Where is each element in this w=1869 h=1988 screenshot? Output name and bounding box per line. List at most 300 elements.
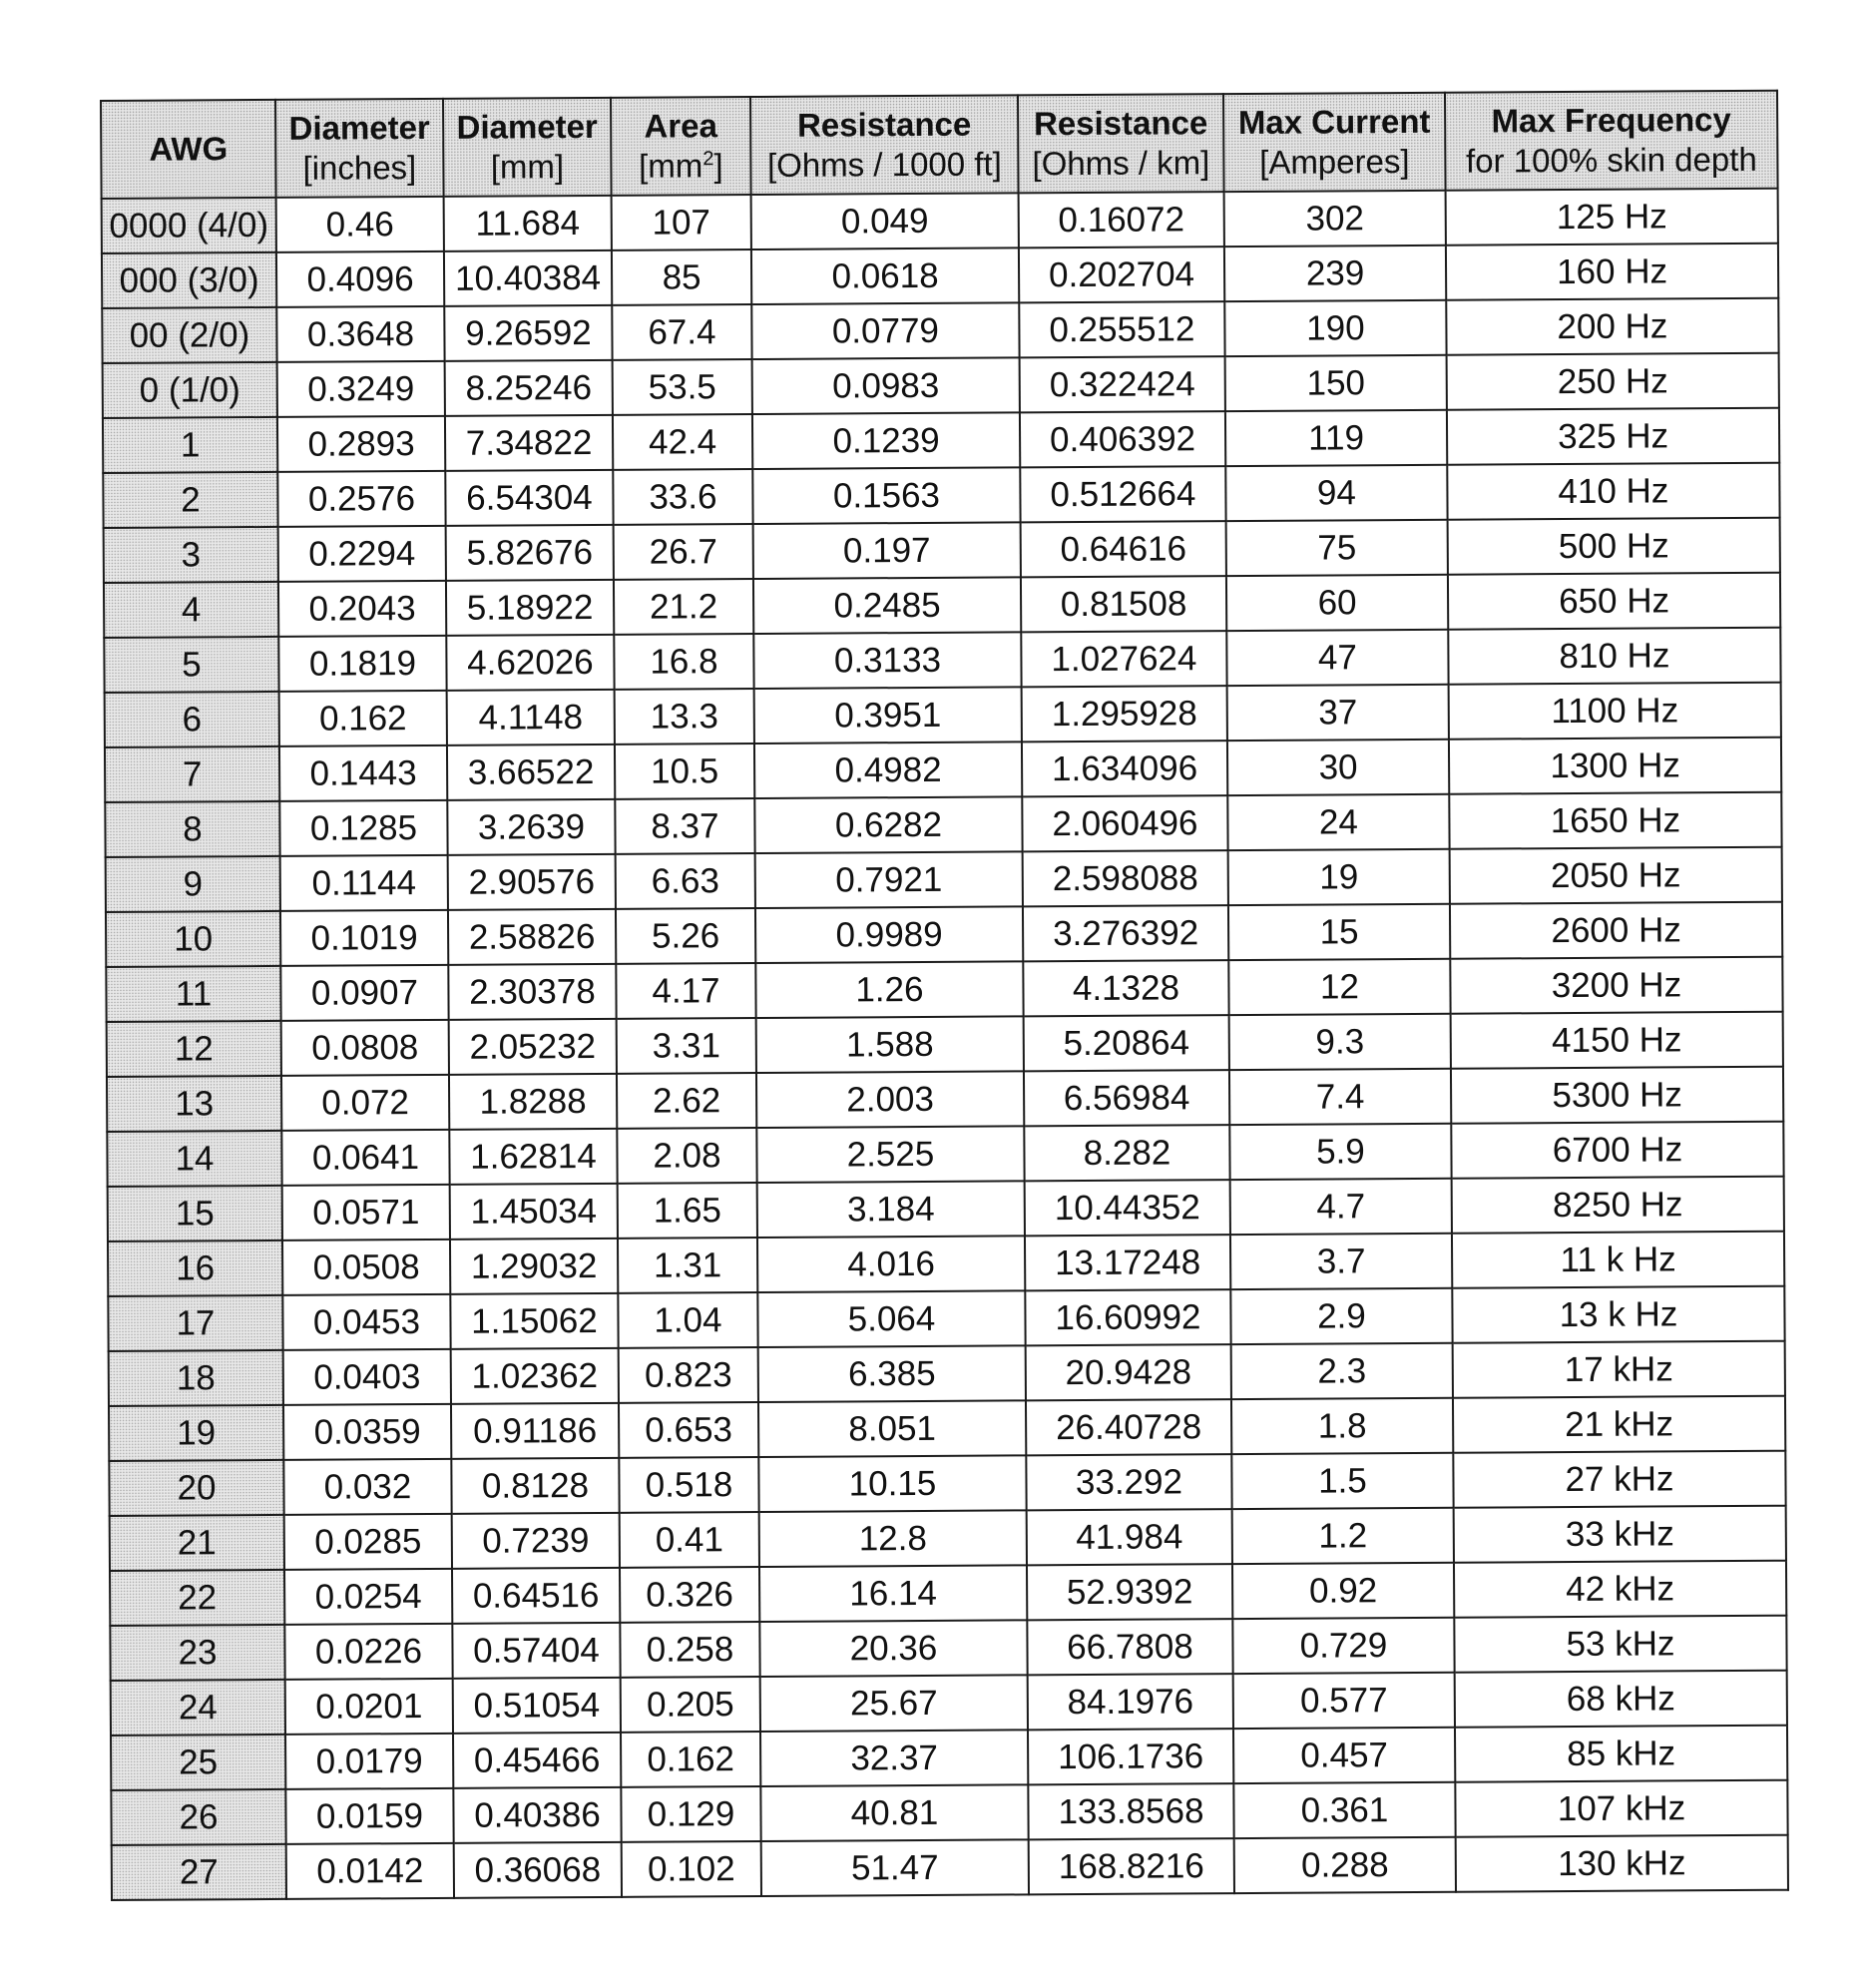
cell-max-current: 239 bbox=[1224, 246, 1446, 301]
cell-area: 0.518 bbox=[619, 1457, 758, 1513]
cell-diameter-inches: 0.2576 bbox=[277, 471, 445, 527]
cell-resistance-ft: 32.37 bbox=[760, 1730, 1028, 1786]
awg-wire-table bbox=[100, 90, 1789, 1901]
cell-resistance-km: 0.202704 bbox=[1019, 247, 1224, 302]
cell-awg: 19 bbox=[109, 1405, 283, 1461]
cell-resistance-km: 13.17248 bbox=[1025, 1235, 1230, 1290]
cell-max-frequency: 17 kHz bbox=[1453, 1341, 1785, 1398]
header-area-unit-sup: 2 bbox=[702, 148, 714, 171]
cell-diameter-inches: 0.1019 bbox=[280, 910, 448, 966]
cell-resistance-ft: 20.36 bbox=[759, 1620, 1027, 1677]
header-row bbox=[101, 91, 1778, 199]
cell-max-frequency: 2600 Hz bbox=[1450, 902, 1782, 959]
cell-max-current: 0.457 bbox=[1233, 1728, 1455, 1783]
cell-max-frequency: 250 Hz bbox=[1447, 353, 1779, 410]
cell-max-current: 150 bbox=[1225, 355, 1447, 411]
cell-max-current: 94 bbox=[1225, 465, 1447, 521]
cell-diameter-mm: 5.18922 bbox=[446, 580, 614, 636]
cell-resistance-ft: 40.81 bbox=[760, 1784, 1028, 1841]
header-resistance-km-unit: [Ohms / km] bbox=[1032, 144, 1210, 183]
cell-resistance-km: 1.295928 bbox=[1022, 686, 1227, 742]
cell-awg: 1 bbox=[103, 417, 277, 473]
awg-wire-table-page bbox=[100, 100, 1776, 1901]
cell-diameter-inches: 0.0907 bbox=[280, 965, 448, 1021]
cell-diameter-mm: 2.58826 bbox=[448, 909, 616, 965]
cell-area: 0.41 bbox=[620, 1512, 759, 1568]
cell-resistance-km: 5.20864 bbox=[1024, 1015, 1229, 1071]
cell-max-frequency: 5300 Hz bbox=[1451, 1067, 1783, 1124]
cell-awg: 12 bbox=[107, 1021, 281, 1077]
cell-max-frequency: 11 k Hz bbox=[1452, 1232, 1784, 1288]
cell-diameter-inches: 0.0201 bbox=[285, 1679, 453, 1735]
table-row bbox=[106, 957, 1782, 1022]
cell-max-current: 190 bbox=[1224, 300, 1446, 356]
header-awg bbox=[101, 100, 276, 199]
cell-awg: 3 bbox=[104, 527, 278, 583]
cell-diameter-mm: 8.25246 bbox=[445, 360, 613, 416]
cell-diameter-mm: 9.26592 bbox=[444, 305, 612, 361]
cell-max-frequency: 1650 Hz bbox=[1449, 792, 1781, 849]
cell-resistance-km: 84.1976 bbox=[1028, 1674, 1233, 1730]
cell-resistance-km: 20.9428 bbox=[1026, 1344, 1231, 1400]
header-area-unit-post: ] bbox=[713, 147, 723, 185]
header-max-current-unit: [Amperes] bbox=[1259, 142, 1410, 181]
cell-resistance-ft: 2.525 bbox=[756, 1126, 1024, 1183]
cell-awg: 26 bbox=[111, 1789, 285, 1845]
table-row bbox=[105, 683, 1781, 747]
cell-awg: 0 (1/0) bbox=[103, 362, 277, 418]
cell-resistance-km: 1.634096 bbox=[1022, 741, 1227, 796]
cell-max-frequency: 4150 Hz bbox=[1451, 1012, 1783, 1069]
table-row bbox=[103, 408, 1779, 473]
cell-area: 1.65 bbox=[618, 1183, 757, 1239]
cell-awg: 5 bbox=[104, 637, 278, 693]
cell-resistance-km: 3.276392 bbox=[1023, 905, 1228, 961]
cell-diameter-inches: 0.1144 bbox=[280, 855, 448, 911]
cell-resistance-km: 41.984 bbox=[1027, 1509, 1232, 1565]
cell-awg: 0000 (4/0) bbox=[102, 198, 276, 253]
cell-diameter-mm: 0.57404 bbox=[452, 1623, 620, 1679]
cell-area: 53.5 bbox=[613, 359, 752, 415]
header-max-current-title: Max Current bbox=[1237, 102, 1431, 142]
cell-max-frequency: 1100 Hz bbox=[1449, 683, 1781, 740]
cell-area: 26.7 bbox=[614, 524, 753, 580]
cell-area: 0.102 bbox=[622, 1841, 761, 1897]
cell-diameter-mm: 0.91186 bbox=[451, 1403, 619, 1459]
cell-resistance-ft: 0.6282 bbox=[754, 796, 1022, 853]
header-resistance-ft-unit: [Ohms / 1000 ft] bbox=[766, 145, 1002, 184]
cell-area: 10.5 bbox=[615, 744, 754, 799]
cell-resistance-ft: 1.588 bbox=[756, 1016, 1024, 1073]
cell-resistance-ft: 2.003 bbox=[756, 1071, 1024, 1128]
cell-awg: 7 bbox=[105, 746, 279, 802]
cell-resistance-km: 168.8216 bbox=[1029, 1838, 1234, 1894]
cell-resistance-ft: 8.051 bbox=[758, 1400, 1026, 1457]
cell-resistance-km: 0.16072 bbox=[1019, 192, 1224, 248]
cell-max-frequency: 42 kHz bbox=[1454, 1561, 1786, 1618]
table-row bbox=[112, 1835, 1788, 1900]
cell-awg: 14 bbox=[107, 1131, 281, 1187]
header-max-frequency-unit: for 100% skin depth bbox=[1465, 140, 1757, 180]
table-row bbox=[109, 1341, 1785, 1406]
cell-diameter-inches: 0.2893 bbox=[277, 416, 445, 472]
cell-max-frequency: 1300 Hz bbox=[1449, 738, 1781, 794]
cell-diameter-mm: 1.45034 bbox=[450, 1184, 618, 1240]
cell-diameter-mm: 4.62026 bbox=[446, 635, 614, 691]
cell-area: 6.63 bbox=[616, 853, 755, 909]
cell-resistance-km: 2.598088 bbox=[1023, 850, 1228, 906]
cell-diameter-inches: 0.162 bbox=[279, 691, 447, 746]
table-row bbox=[104, 628, 1780, 693]
cell-awg: 4 bbox=[104, 582, 278, 638]
cell-area: 16.8 bbox=[614, 634, 753, 690]
cell-max-frequency: 325 Hz bbox=[1447, 408, 1779, 465]
cell-max-frequency: 13 k Hz bbox=[1452, 1286, 1784, 1343]
table-row bbox=[109, 1396, 1785, 1461]
cell-diameter-mm: 0.64516 bbox=[452, 1568, 620, 1624]
cell-diameter-inches: 0.0159 bbox=[285, 1788, 453, 1844]
table-row bbox=[111, 1726, 1787, 1790]
cell-diameter-mm: 7.34822 bbox=[445, 415, 613, 471]
cell-max-current: 24 bbox=[1227, 794, 1449, 850]
cell-resistance-ft: 0.0618 bbox=[751, 248, 1019, 304]
table-row bbox=[102, 189, 1778, 253]
cell-diameter-mm: 6.54304 bbox=[445, 470, 613, 526]
cell-max-current: 12 bbox=[1228, 959, 1450, 1015]
table-row bbox=[109, 1451, 1785, 1516]
cell-area: 1.31 bbox=[618, 1238, 757, 1293]
cell-awg: 24 bbox=[111, 1680, 285, 1736]
cell-resistance-ft: 12.8 bbox=[759, 1510, 1027, 1567]
cell-awg: 9 bbox=[106, 856, 280, 912]
cell-resistance-ft: 0.3951 bbox=[754, 687, 1022, 744]
table-row bbox=[106, 902, 1782, 967]
cell-diameter-mm: 1.62814 bbox=[449, 1129, 617, 1185]
cell-resistance-ft: 0.9989 bbox=[755, 906, 1023, 963]
table-header bbox=[101, 91, 1778, 199]
cell-max-current: 0.577 bbox=[1233, 1673, 1455, 1729]
table-row bbox=[104, 518, 1780, 583]
cell-resistance-ft: 0.197 bbox=[753, 522, 1021, 579]
cell-max-current: 60 bbox=[1226, 575, 1448, 631]
cell-resistance-km: 0.255512 bbox=[1019, 301, 1224, 357]
cell-resistance-km: 33.292 bbox=[1026, 1454, 1231, 1510]
cell-resistance-km: 10.44352 bbox=[1025, 1180, 1230, 1236]
cell-diameter-mm: 0.51054 bbox=[453, 1678, 621, 1734]
cell-resistance-km: 2.060496 bbox=[1022, 795, 1227, 851]
cell-max-frequency: 21 kHz bbox=[1453, 1396, 1785, 1453]
cell-diameter-inches: 0.0226 bbox=[284, 1624, 452, 1680]
cell-max-current: 15 bbox=[1228, 904, 1450, 960]
cell-diameter-mm: 11.684 bbox=[444, 196, 612, 251]
cell-area: 21.2 bbox=[614, 579, 753, 635]
cell-resistance-ft: 0.4982 bbox=[754, 742, 1022, 798]
cell-diameter-mm: 0.7239 bbox=[452, 1513, 620, 1569]
cell-max-frequency: 3200 Hz bbox=[1450, 957, 1782, 1014]
cell-resistance-ft: 0.7921 bbox=[755, 851, 1023, 908]
cell-resistance-km: 6.56984 bbox=[1024, 1070, 1229, 1126]
cell-max-current: 19 bbox=[1228, 849, 1450, 905]
cell-max-frequency: 130 kHz bbox=[1456, 1835, 1788, 1892]
cell-resistance-ft: 0.0779 bbox=[751, 302, 1019, 359]
cell-area: 1.04 bbox=[618, 1292, 757, 1348]
cell-diameter-inches: 0.0453 bbox=[282, 1294, 450, 1350]
cell-resistance-ft: 1.26 bbox=[755, 961, 1023, 1018]
cell-awg: 17 bbox=[108, 1295, 282, 1351]
cell-max-current: 119 bbox=[1225, 410, 1447, 466]
cell-resistance-ft: 16.14 bbox=[759, 1565, 1027, 1622]
table-row bbox=[103, 353, 1779, 418]
cell-max-current: 1.8 bbox=[1231, 1398, 1453, 1454]
cell-max-frequency: 410 Hz bbox=[1447, 463, 1779, 520]
cell-diameter-inches: 0.1443 bbox=[279, 746, 447, 801]
cell-max-frequency: 125 Hz bbox=[1446, 189, 1778, 246]
cell-diameter-mm: 0.40386 bbox=[453, 1787, 621, 1843]
table-row bbox=[110, 1561, 1786, 1626]
header-max-frequency-title: Max Frequency bbox=[1491, 101, 1731, 140]
header-resistance-ft bbox=[750, 95, 1019, 195]
header-diameter-mm bbox=[443, 98, 612, 197]
cell-area: 67.4 bbox=[612, 304, 751, 360]
cell-awg: 21 bbox=[110, 1515, 284, 1571]
cell-max-frequency: 85 kHz bbox=[1455, 1726, 1787, 1782]
cell-diameter-inches: 0.0508 bbox=[282, 1240, 450, 1295]
cell-max-frequency: 500 Hz bbox=[1448, 518, 1780, 575]
table-row bbox=[111, 1780, 1787, 1845]
cell-max-frequency: 33 kHz bbox=[1454, 1506, 1786, 1563]
cell-diameter-inches: 0.1285 bbox=[279, 800, 447, 856]
cell-diameter-inches: 0.3648 bbox=[276, 306, 444, 362]
cell-area: 5.26 bbox=[616, 908, 755, 964]
cell-area: 0.653 bbox=[619, 1402, 758, 1458]
table-row bbox=[103, 463, 1779, 528]
header-diameter-mm-title: Diameter bbox=[456, 107, 598, 146]
cell-diameter-mm: 1.15062 bbox=[450, 1293, 618, 1349]
table-row bbox=[102, 298, 1778, 363]
cell-awg: 2 bbox=[103, 472, 277, 528]
cell-diameter-mm: 1.8288 bbox=[449, 1074, 617, 1130]
cell-max-frequency: 650 Hz bbox=[1448, 573, 1780, 630]
header-diameter-mm-unit: [mm] bbox=[490, 148, 565, 186]
cell-max-current: 0.288 bbox=[1234, 1837, 1456, 1893]
cell-diameter-inches: 0.0179 bbox=[285, 1734, 453, 1789]
cell-awg: 11 bbox=[106, 966, 280, 1022]
cell-resistance-ft: 5.064 bbox=[757, 1290, 1025, 1347]
cell-area: 13.3 bbox=[615, 689, 754, 745]
table-row bbox=[104, 573, 1780, 638]
cell-awg: 8 bbox=[105, 801, 279, 857]
cell-max-frequency: 8250 Hz bbox=[1452, 1177, 1784, 1234]
cell-resistance-ft: 6.385 bbox=[758, 1345, 1026, 1402]
cell-diameter-mm: 1.02362 bbox=[451, 1348, 619, 1404]
cell-diameter-inches: 0.2043 bbox=[278, 581, 446, 637]
cell-awg: 23 bbox=[110, 1625, 284, 1681]
header-area bbox=[611, 97, 751, 196]
cell-area: 3.31 bbox=[617, 1018, 756, 1074]
table-row bbox=[110, 1616, 1786, 1681]
cell-diameter-inches: 0.0285 bbox=[284, 1514, 452, 1570]
cell-resistance-ft: 0.2485 bbox=[753, 577, 1021, 634]
cell-resistance-km: 66.7808 bbox=[1027, 1619, 1232, 1675]
cell-diameter-mm: 5.82676 bbox=[446, 525, 614, 581]
cell-max-frequency: 2050 Hz bbox=[1450, 847, 1782, 904]
cell-area: 0.162 bbox=[621, 1732, 760, 1787]
cell-diameter-inches: 0.4096 bbox=[276, 251, 444, 307]
cell-resistance-ft: 0.1239 bbox=[752, 412, 1020, 469]
table-body bbox=[102, 189, 1788, 1900]
cell-diameter-mm: 3.66522 bbox=[447, 745, 615, 800]
cell-max-current: 1.2 bbox=[1232, 1508, 1454, 1564]
cell-max-frequency: 160 Hz bbox=[1446, 244, 1778, 300]
header-max-frequency bbox=[1445, 91, 1778, 191]
header-resistance-km bbox=[1018, 94, 1224, 193]
cell-resistance-ft: 0.0983 bbox=[752, 357, 1020, 414]
cell-max-current: 75 bbox=[1226, 520, 1448, 576]
cell-awg: 15 bbox=[108, 1186, 282, 1242]
cell-diameter-inches: 0.0808 bbox=[281, 1020, 449, 1076]
cell-diameter-mm: 0.8128 bbox=[451, 1458, 619, 1514]
cell-awg: 10 bbox=[106, 911, 280, 967]
cell-max-current: 3.7 bbox=[1230, 1234, 1452, 1289]
cell-diameter-inches: 0.3249 bbox=[277, 361, 445, 417]
cell-awg: 18 bbox=[109, 1350, 283, 1406]
cell-max-frequency: 27 kHz bbox=[1453, 1451, 1785, 1508]
cell-max-current: 4.7 bbox=[1230, 1179, 1452, 1235]
cell-awg: 16 bbox=[108, 1241, 282, 1296]
header-area-title: Area bbox=[644, 107, 717, 145]
cell-max-frequency: 6700 Hz bbox=[1451, 1122, 1783, 1179]
cell-area: 107 bbox=[612, 195, 751, 250]
cell-max-current: 30 bbox=[1227, 740, 1449, 795]
cell-diameter-inches: 0.46 bbox=[276, 197, 444, 252]
table-row bbox=[107, 1012, 1783, 1077]
table-row bbox=[111, 1671, 1787, 1736]
cell-max-current: 0.361 bbox=[1233, 1782, 1455, 1838]
cell-diameter-inches: 0.0571 bbox=[282, 1185, 450, 1241]
cell-resistance-km: 0.81508 bbox=[1021, 576, 1226, 632]
table-row bbox=[106, 847, 1782, 912]
cell-resistance-ft: 10.15 bbox=[758, 1455, 1026, 1512]
cell-max-current: 47 bbox=[1226, 630, 1448, 686]
cell-awg: 6 bbox=[105, 692, 279, 747]
cell-max-frequency: 107 kHz bbox=[1455, 1780, 1787, 1837]
cell-diameter-inches: 0.1819 bbox=[278, 636, 446, 692]
cell-area: 42.4 bbox=[613, 414, 752, 470]
cell-resistance-km: 106.1736 bbox=[1028, 1729, 1233, 1784]
header-diameter-inches-title: Diameter bbox=[288, 108, 430, 147]
header-max-current bbox=[1223, 93, 1446, 192]
cell-resistance-ft: 0.3133 bbox=[753, 632, 1021, 689]
cell-resistance-km: 4.1328 bbox=[1023, 960, 1228, 1016]
cell-max-current: 1.5 bbox=[1231, 1453, 1453, 1509]
cell-resistance-ft: 3.184 bbox=[757, 1181, 1025, 1238]
cell-resistance-km: 1.027624 bbox=[1021, 631, 1226, 687]
cell-diameter-inches: 0.0254 bbox=[284, 1569, 452, 1625]
cell-area: 0.129 bbox=[621, 1786, 760, 1842]
cell-diameter-mm: 0.36068 bbox=[454, 1842, 622, 1898]
cell-diameter-inches: 0.032 bbox=[283, 1459, 451, 1515]
cell-area: 8.37 bbox=[615, 798, 754, 854]
cell-resistance-ft: 25.67 bbox=[760, 1675, 1028, 1732]
cell-area: 4.17 bbox=[616, 963, 755, 1019]
cell-diameter-inches: 0.0142 bbox=[286, 1843, 454, 1899]
header-resistance-km-title: Resistance bbox=[1033, 104, 1208, 143]
cell-area: 0.823 bbox=[619, 1347, 758, 1403]
header-diameter-inches bbox=[275, 99, 444, 198]
cell-awg: 20 bbox=[109, 1460, 283, 1516]
cell-resistance-km: 0.406392 bbox=[1020, 411, 1225, 467]
cell-awg: 000 (3/0) bbox=[102, 252, 276, 308]
cell-resistance-ft: 0.1563 bbox=[752, 467, 1020, 524]
cell-resistance-km: 0.512664 bbox=[1020, 466, 1225, 522]
cell-max-current: 2.9 bbox=[1230, 1288, 1452, 1344]
table-row bbox=[108, 1232, 1784, 1296]
table-row bbox=[107, 1067, 1783, 1132]
cell-resistance-km: 16.60992 bbox=[1025, 1289, 1230, 1345]
cell-max-frequency: 53 kHz bbox=[1454, 1616, 1786, 1673]
table-row bbox=[102, 244, 1778, 308]
cell-resistance-ft: 0.049 bbox=[751, 193, 1019, 249]
cell-max-current: 0.729 bbox=[1232, 1618, 1454, 1674]
cell-area: 2.62 bbox=[617, 1073, 756, 1129]
cell-max-current: 9.3 bbox=[1229, 1014, 1451, 1070]
cell-diameter-mm: 3.2639 bbox=[447, 799, 615, 855]
cell-area: 85 bbox=[612, 249, 751, 305]
cell-max-current: 7.4 bbox=[1229, 1069, 1451, 1125]
cell-area: 0.258 bbox=[620, 1622, 759, 1678]
cell-max-current: 0.92 bbox=[1232, 1563, 1454, 1619]
cell-awg: 27 bbox=[112, 1844, 286, 1900]
cell-resistance-km: 0.322424 bbox=[1020, 356, 1225, 412]
table-row bbox=[110, 1506, 1786, 1571]
cell-resistance-km: 0.64616 bbox=[1021, 521, 1226, 577]
cell-diameter-inches: 0.0359 bbox=[283, 1404, 451, 1460]
cell-diameter-inches: 0.2294 bbox=[278, 526, 446, 582]
cell-diameter-inches: 0.0641 bbox=[281, 1130, 449, 1186]
cell-diameter-mm: 0.45466 bbox=[453, 1733, 621, 1788]
cell-resistance-km: 133.8568 bbox=[1028, 1783, 1233, 1839]
cell-resistance-km: 52.9392 bbox=[1027, 1564, 1232, 1620]
cell-resistance-km: 8.282 bbox=[1024, 1125, 1229, 1181]
cell-diameter-mm: 10.40384 bbox=[444, 250, 612, 306]
cell-max-current: 37 bbox=[1227, 685, 1449, 741]
cell-resistance-ft: 51.47 bbox=[761, 1839, 1029, 1896]
cell-awg: 00 (2/0) bbox=[102, 307, 276, 363]
cell-resistance-km: 26.40728 bbox=[1026, 1399, 1231, 1455]
cell-max-current: 2.3 bbox=[1231, 1343, 1453, 1399]
cell-area: 0.326 bbox=[620, 1567, 759, 1623]
cell-max-frequency: 68 kHz bbox=[1455, 1671, 1787, 1728]
table-row bbox=[108, 1286, 1784, 1351]
cell-max-current: 302 bbox=[1224, 191, 1446, 247]
cell-area: 2.08 bbox=[617, 1128, 756, 1184]
header-diameter-inches-unit: [inches] bbox=[302, 149, 417, 187]
cell-diameter-mm: 2.05232 bbox=[449, 1019, 617, 1075]
cell-max-frequency: 200 Hz bbox=[1446, 298, 1778, 355]
cell-diameter-mm: 2.90576 bbox=[448, 854, 616, 910]
cell-diameter-inches: 0.072 bbox=[281, 1075, 449, 1131]
cell-awg: 25 bbox=[111, 1735, 285, 1790]
cell-area: 33.6 bbox=[613, 469, 752, 525]
cell-area: 0.205 bbox=[621, 1677, 760, 1733]
table-row bbox=[108, 1177, 1784, 1242]
header-area-unit bbox=[612, 146, 749, 187]
cell-diameter-mm: 2.30378 bbox=[448, 964, 616, 1020]
table-row bbox=[105, 792, 1781, 857]
cell-max-current: 5.9 bbox=[1229, 1124, 1451, 1180]
table-row bbox=[105, 738, 1781, 802]
cell-awg: 22 bbox=[110, 1570, 284, 1626]
